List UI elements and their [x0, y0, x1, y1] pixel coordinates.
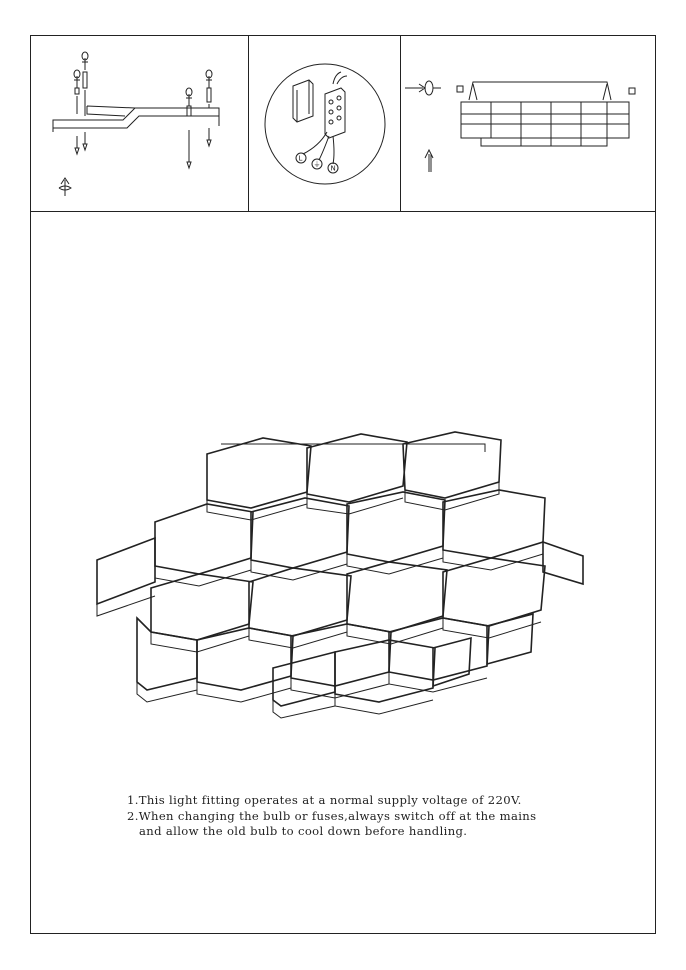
wiring-terminal-icon	[249, 36, 401, 211]
wire-label-l: L	[298, 154, 303, 163]
step-2-panel	[249, 36, 401, 211]
wire-label-earth: ⏚	[313, 160, 321, 169]
hexagon-ceiling-light-icon	[31, 212, 655, 772]
note-2-continued: and allow the old bulb to cool down before handling.	[139, 824, 468, 838]
wire-label-n: N	[330, 164, 336, 173]
bracket-mounting-icon	[31, 36, 249, 211]
safety-notes	[127, 793, 587, 840]
main-figure-panel	[31, 212, 655, 772]
note-1: 1.This light fitting operates at a normal supply voltage of 220V.	[127, 793, 522, 807]
note-2: 2.When changing the bulb or fuses,always switch off at the mains	[127, 808, 537, 823]
step-1-panel	[31, 36, 249, 211]
installation-steps	[31, 36, 655, 212]
instruction-sheet	[30, 35, 656, 934]
step-3-panel	[401, 36, 656, 211]
fixture-attach-icon	[401, 36, 656, 211]
